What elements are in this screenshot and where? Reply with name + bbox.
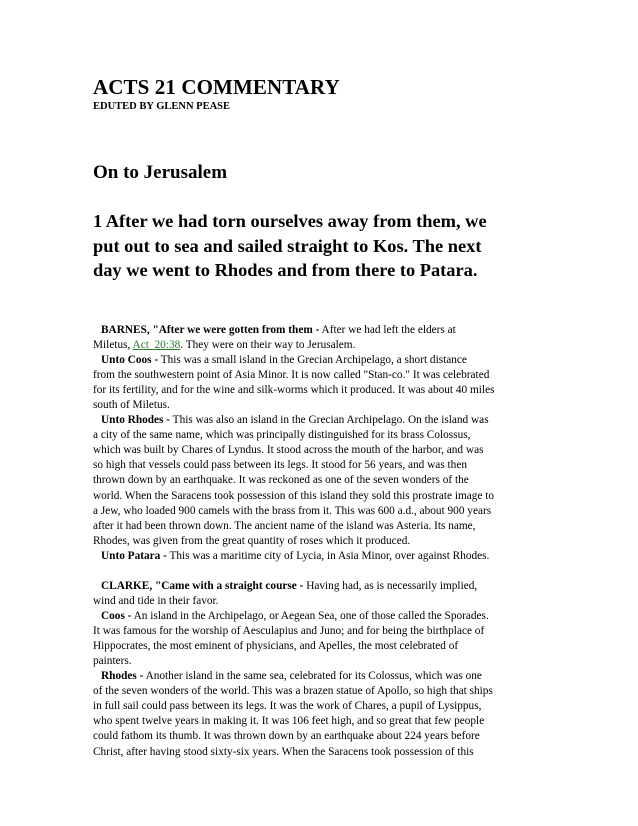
clarke-line: wind and tide in their favor. (93, 595, 219, 608)
barnes-patara-line (93, 549, 553, 564)
barnes-line: Rhodes, was given from the great quantity of roses which it produced. (93, 534, 411, 547)
clarke-line: Hippocrates, the most eminent of physicians, and Apelles, the most celebrated of (93, 640, 459, 653)
clarke-line: could fathom its thumb. It was thrown down by an earthquake about 224 years before (93, 730, 480, 743)
barnes-coos-term: Unto Coos - (101, 354, 159, 367)
barnes-line: which was built by Chares of Lyndus. It stood across the mouth of the harbor, and was (93, 444, 484, 457)
barnes-intro-text: After we had left the elders at (319, 324, 456, 336)
clarke-coos-line (93, 609, 553, 624)
barnes-intro-line (93, 323, 553, 338)
barnes-line: south of Miletus. (93, 399, 170, 412)
barnes-line: so high that vessels could pass between its legs. It stood for 56 years, and was then (93, 459, 467, 472)
scripture-reference-link[interactable]: Act_20:38 (132, 339, 181, 352)
barnes-coos-line (93, 353, 553, 368)
verse-line: day we went to Rhodes and from there to Patara. (93, 260, 478, 280)
barnes-rhodes-term: Unto Rhodes - (101, 414, 171, 427)
barnes-line: thrown down by an earthquake. It was reckoned as one of the seven wonders of the (93, 474, 469, 487)
editor-credit: EDUTED BY GLENN PEASE (93, 101, 231, 112)
barnes-text: Miletus, (93, 339, 133, 352)
barnes-line: after it had been thrown down. The ancient name of the island was Asteria. Its name, (93, 519, 476, 532)
clarke-line: It was famous for the worship of Aesculapius and Juno; and for being the birthplace of (93, 625, 485, 638)
barnes-text: This was also an island in the Grecian Archipelago. On the island was (170, 414, 489, 427)
clarke-lemma: CLARKE, "Came with a straight course - (101, 580, 304, 592)
barnes-text: . They were on their way to Jerusalem. (180, 339, 356, 352)
clarke-rhodes-term: Rhodes - (101, 670, 144, 683)
barnes-text: This was a maritime city of Lycia, in Asia Minor, over against Rhodes. (166, 549, 490, 562)
clarke-rhodes-line (93, 669, 553, 684)
clarke-text: An island in the Archipelago, or Aegean Sea, one of those called the Sporades. (131, 610, 489, 623)
clarke-line: Christ, after having stood sixty-six years. When the Saracens took possession of this (93, 745, 474, 758)
barnes-lemma: BARNES, "After we were gotten from them - (101, 324, 320, 336)
verse-line: put out to sea and sailed straight to Kos. The next (93, 235, 482, 256)
clarke-intro-text: Having had, as is necessarily implied, (303, 580, 478, 592)
clarke-coos-term: Coos - (101, 610, 132, 623)
barnes-line: a Jew, who loaded 900 camels with the brass from it. This was 600 a.d., about 900 years (93, 504, 492, 517)
verse-line: 1 After we had torn ourselves away from them, we (93, 211, 487, 231)
clarke-text: Another island in the same sea, celebrated for its Colossus, which was one (143, 670, 482, 683)
barnes-line: from the southwestern point of Asia Minor. It is now called "Stan-co." It was celebrated (93, 369, 490, 382)
clarke-intro-line (93, 579, 553, 594)
clarke-line: in full sail could pass between its legs. It was the work of Chares, a pupil of Lysippus, (93, 700, 482, 713)
barnes-text: This was a small island in the Grecian Archipelago, a short distance (158, 354, 467, 367)
clarke-line: painters. (93, 655, 132, 668)
barnes-line (93, 338, 553, 353)
barnes-line: a city of the same name, which was principally distinguished for its brass Colossus, (93, 429, 471, 442)
verse-text (93, 209, 563, 283)
document-title: ACTS 21 COMMENTARY (93, 75, 340, 99)
barnes-rhodes-line (93, 413, 553, 428)
clarke-line: who spent twelve years in making it. It was 106 feet high, and so great that few people (93, 715, 485, 728)
barnes-line: for its fertility, and for the wine and silk-worms which it produced. It was about 40 miles (93, 384, 495, 397)
clarke-commentary (93, 579, 553, 760)
barnes-line: world. When the Saracens took possession of this island they sold this prostrate image to (93, 489, 495, 502)
barnes-patara-term: Unto Patara - (101, 549, 167, 562)
section-heading: On to Jerusalem (93, 162, 228, 183)
barnes-commentary (93, 323, 553, 564)
clarke-line: of the seven wonders of the world. This was a brazen statue of Apollo, so high that ships (93, 685, 493, 698)
